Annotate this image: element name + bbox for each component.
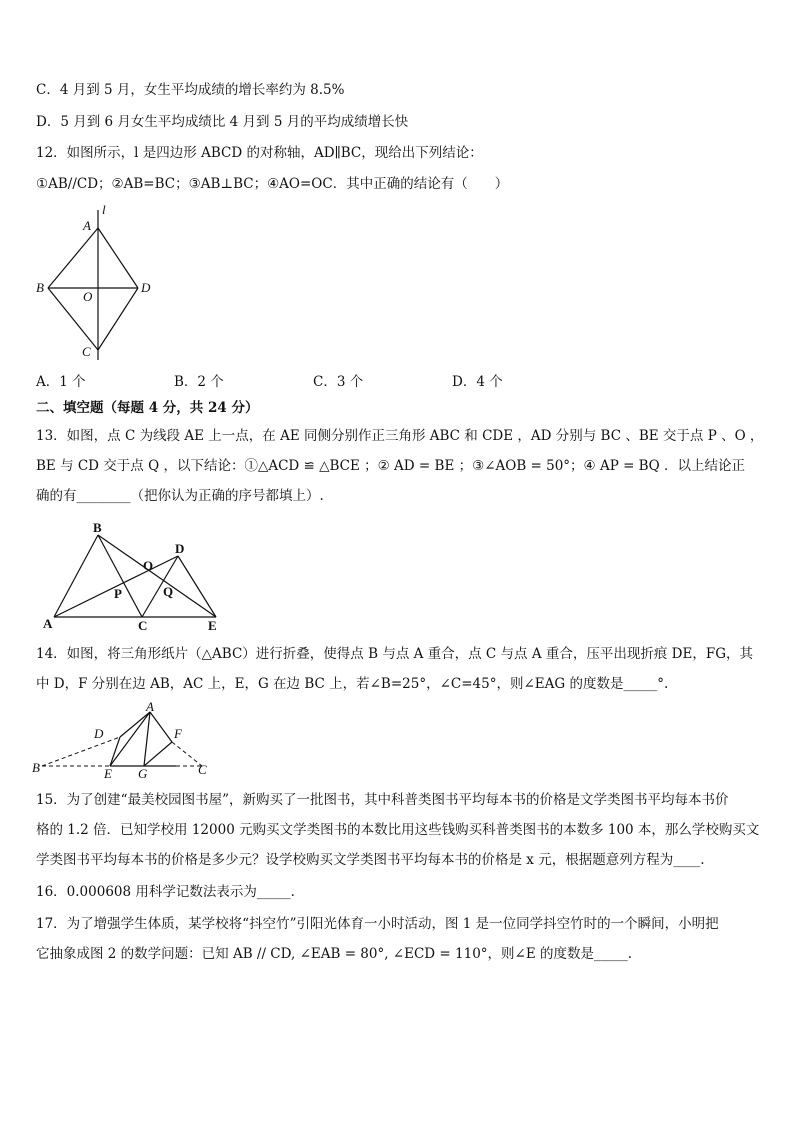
label-c: C [198, 762, 207, 777]
label-g: G [138, 766, 148, 780]
q15-line1: 15．为了创建“最美校园图书屋”，新购买了一批图书，其中科普类图书平均每本书的价格是文学类图书平均每本书价 [36, 792, 729, 808]
label-e: E [208, 618, 217, 633]
q13-line2: BE 与 CD 交于点 Q ，以下结论：①△ACD ≌ △BCE ；② AD = BE ；③∠AOB = 50°；④ AP = BQ ．以上结论正 [36, 458, 745, 474]
q14-line2: 中 D，F 分别在边 AB，AC 上，E，G 在边 BC 上，若∠B=25°，∠C=45°，则∠EAG 的度数是_____°. [36, 676, 669, 692]
label-d: D [141, 280, 151, 295]
label-o: O [143, 558, 154, 573]
label-d: D [175, 541, 185, 556]
q12-option-d: D．4 个 [452, 374, 503, 390]
q13-line3: 确的有________（把你认为正确的序号都填上）. [36, 488, 324, 504]
label-b: B [32, 760, 40, 775]
label-d: D [94, 726, 104, 741]
q12-conclusions: ①AB//CD；②AB=BC；③AB⊥BC；④AO=OC．其中正确的结论有（ ） [36, 176, 509, 192]
label-q: Q [163, 584, 174, 599]
q16-text: 16．0.000608 用科学记数法表示为_____. [36, 884, 295, 900]
q14-figure-folded-triangle [30, 700, 220, 780]
label-a: A [146, 700, 154, 714]
label-f: F [174, 726, 182, 741]
q15-line3: 学类图书平均每本书的价格是多少元？设学校购买文学类图书平均每本书的价格是 x 元，根据题意列方程为____. [36, 852, 705, 868]
q11-option-d: D．5 月到 6 月女生平均成绩比 4 月到 5 月的平均成绩增长快 [36, 114, 409, 130]
label-o: O [83, 289, 93, 304]
label-c: C [82, 344, 91, 359]
q12-option-c: C．3 个 [313, 374, 364, 390]
label-l: l [102, 202, 106, 217]
label-a: A [43, 616, 53, 631]
label-e: E [104, 766, 112, 780]
q14-line1: 14．如图，将三角形纸片（△ABC）进行折叠，使得点 B 与点 A 重合，点 C 与点 A 重合，压平出现折痕 DE，FG，其 [36, 646, 754, 662]
section-heading: 二、填空题（每题 4 分，共 24 分） [36, 400, 259, 416]
label-p: P [114, 586, 122, 601]
q13-figure-triangles [38, 520, 228, 635]
q17-line1: 17．为了增强学生体质，某学校将“抖空竹”引阳光体育一小时活动，图 1 是一位同学抖空竹时的一个瞬间，小明把 [36, 916, 719, 932]
label-c: C [138, 618, 148, 633]
q11-option-c: C．4 月到 5 月，女生平均成绩的增长率约为 8.5% [36, 82, 345, 98]
label-b: B [93, 520, 102, 535]
q13-line1: 13．如图，点 C 为线段 AE 上一点，在 AE 同侧分别作正三角形 ABC 和 CDE ，AD 分别与 BC 、BE 交于点 P 、O ， [36, 428, 764, 444]
label-a: A [83, 218, 91, 233]
q15-line2: 格的 1.2 倍．已知学校用 12000 元购买文学类图书的本数比用这些钱购买科普类图书的本数多 100 本，那么学校购买文 [36, 822, 760, 838]
label-b: B [36, 280, 44, 295]
q12-figure-rhombus [30, 200, 170, 365]
q12-option-a: A．1 个 [36, 374, 86, 390]
q12-option-b: B．2 个 [174, 374, 224, 390]
q17-line2: 它抽象成图 2 的数学问题：已知 AB // CD, ∠EAB = 80°, ∠ECD = 110°，则∠E 的度数是_____. [36, 946, 633, 962]
q12-stem: 12．如图所示，l 是四边形 ABCD 的对称轴，AD∥BC，现给出下列结论： [36, 145, 483, 161]
